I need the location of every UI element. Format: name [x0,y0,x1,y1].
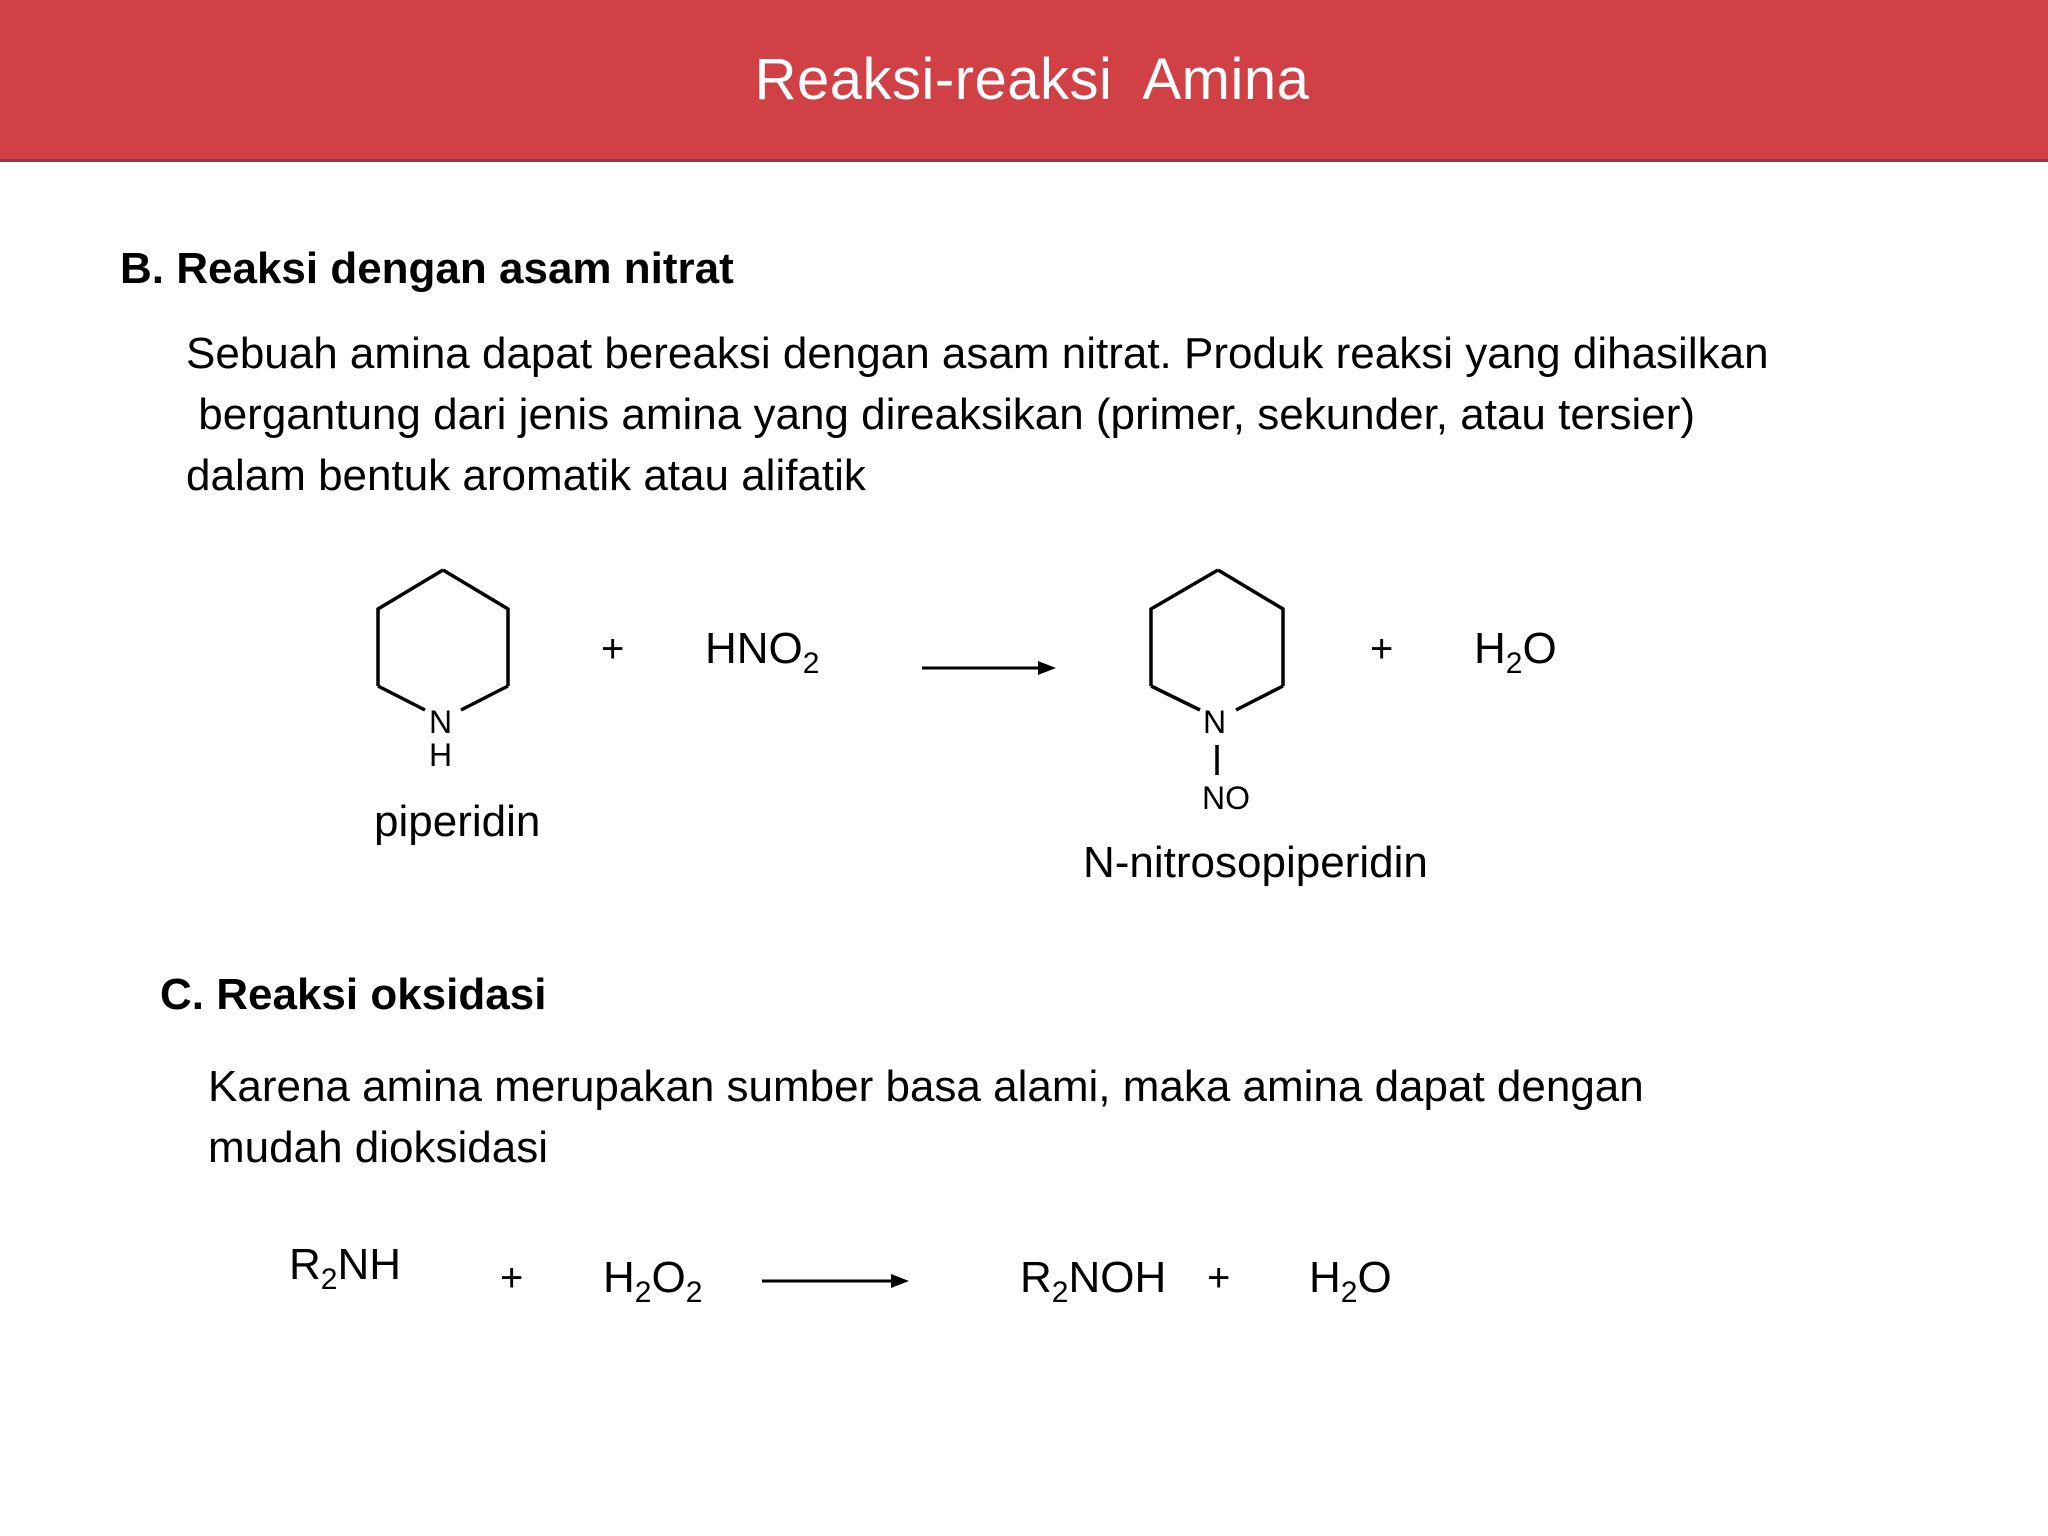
title-banner [0,0,2048,162]
reactant-name-piperidin: piperidin [374,797,541,846]
section-c-heading: C. Reaksi oksidasi [160,970,547,1019]
reactant-r2nh: $R_2NH$ [289,1240,402,1296]
product-nitroso-group: NO [1202,780,1250,816]
product-r2noh: $R_2NOH$ [1020,1253,1167,1309]
reaction-arrow-b [922,656,1057,680]
section-c-line-2: mudah dioksidasi [208,1123,548,1172]
oxidant-h2o2: $H_2O_2$ [603,1253,703,1309]
section-c-line-1: Karena amina merupakan sumber basa alami, maka amina dapat dengan [208,1062,1644,1111]
product-name-n-nitrosopiperidin: N-nitrosopiperidin [1083,838,1428,887]
slide-title: Reaksi-reaksi Amina [754,47,1310,112]
plus-sign-4: + [1207,1256,1231,1300]
product-nitrogen-label: N [1203,704,1227,740]
section-b-line-2: bergantung dari jenis amina yang direaksikan (primer, sekunder, atau tersier) [186,390,1696,439]
reagent-hno2: $HNO_2$ [705,624,820,680]
reaction-arrow-c [762,1269,910,1293]
byproduct-water-c: $H_2O$ [1309,1253,1392,1309]
plus-sign-2: + [1370,627,1394,671]
n-nitrosopiperidine-structure [1143,560,1293,790]
section-b-line-1: Sebuah amina dapat bereaksi dengan asam nitrat. Produk reaksi yang dihasilkan [186,329,1769,378]
plus-sign-1: + [601,627,625,671]
piperidine-hydrogen-label: H [429,737,453,773]
section-b-line-3: dalam bentuk aromatik atau alifatik [186,451,866,500]
plus-sign-3: + [500,1256,524,1300]
piperidine-nitrogen-label: N [429,704,453,740]
section-b-heading: B. Reaksi dengan asam nitrat [120,244,734,293]
byproduct-water-b: $H_2O$ [1474,624,1557,680]
